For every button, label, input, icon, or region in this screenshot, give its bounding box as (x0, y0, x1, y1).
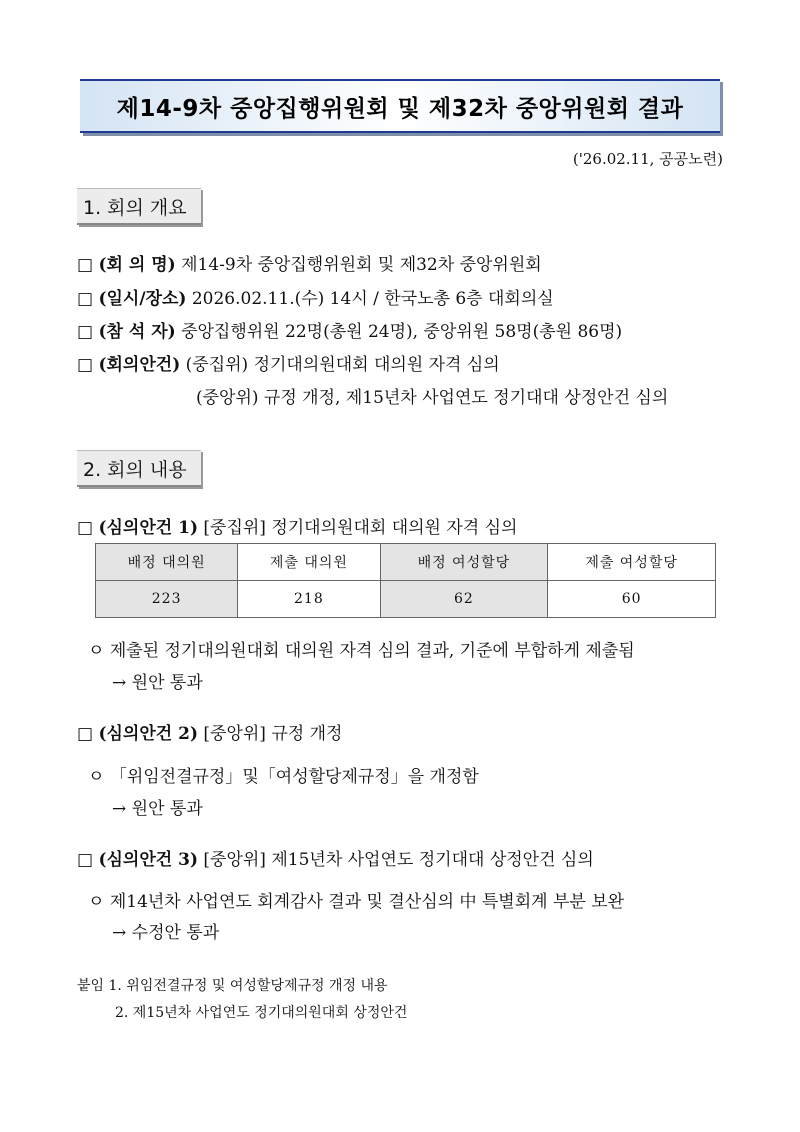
overview-attendees (77, 317, 622, 342)
table-header-row (96, 544, 716, 581)
document-title-box (80, 79, 720, 133)
table-cell: 223 (96, 581, 238, 618)
item-text: 제14-9차 중앙집행위원회 및 제32차 중앙위원회 (175, 255, 542, 275)
checkbox-icon: □ (77, 322, 94, 342)
table-row (96, 581, 716, 618)
checkbox-icon: □ (77, 850, 94, 870)
section-1-heading: 1. 회의 개요 (77, 188, 201, 225)
item-label: (심의안건 2) (98, 724, 198, 744)
table-header-cell: 배정 여성할당 (380, 544, 548, 581)
checkbox-icon: □ (77, 724, 94, 744)
agenda-2-heading (77, 719, 342, 744)
item-label: (참 석 자) (98, 322, 176, 342)
item-text: [중집위] 정기대의원대회 대의원 자격 심의 (198, 518, 518, 538)
item-text: (중집위) 정기대의원대회 대의원 자격 심의 (180, 355, 500, 375)
meeting-date-place: ('26.02.11, 공공노련) (572, 150, 723, 168)
table-cell: 62 (380, 581, 548, 618)
item-text: [중앙위] 제15년차 사업연도 정기대대 상정안건 심의 (198, 850, 594, 870)
checkbox-icon: □ (77, 518, 94, 538)
item-label: (회의안건) (98, 355, 181, 375)
table-header-cell: 제출 여성할당 (548, 544, 716, 581)
overview-datetime-place (77, 284, 554, 309)
attachment-line-2: 2. 제15년차 사업연도 정기대의원대회 상정안건 (115, 1005, 408, 1021)
agenda-2-result: ㅇ 「위임전결규정」및「여성할당제규정」을 개정함 (88, 767, 479, 787)
overview-agenda (77, 350, 500, 375)
agenda-3-heading (77, 845, 594, 870)
checkbox-icon: □ (77, 289, 94, 309)
table-cell: 218 (238, 581, 380, 618)
table-cell: 60 (548, 581, 716, 618)
overview-agenda-continued: (중앙위) 규정 개정, 제15년차 사업연도 정기대대 상정안건 심의 (196, 388, 669, 408)
table-header-cell: 제출 대의원 (238, 544, 380, 581)
item-label: (회 의 명) (98, 255, 176, 275)
agenda-2-outcome: → 원안 통과 (112, 799, 203, 819)
overview-meeting-name (77, 250, 542, 275)
agenda-1-result: ㅇ 제출된 정기대의원대회 대의원 자격 심의 결과, 기준에 부합하게 제출됨 (88, 641, 635, 661)
item-label: (심의안건 3) (98, 850, 198, 870)
item-text: 2026.02.11.(수) 14시 / 한국노총 6층 대회의실 (186, 289, 554, 309)
table-header-cell: 배정 대의원 (96, 544, 238, 581)
attachment-line-1: 붙임 1. 위임전결규정 및 여성할당제규정 개정 내용 (77, 978, 388, 994)
checkbox-icon: □ (77, 355, 94, 375)
document-title: 제14-9차 중앙집행위원회 및 제32차 중앙위원회 결과 (116, 95, 684, 122)
item-label: (일시/장소) (98, 289, 187, 309)
agenda-3-result: ㅇ 제14년차 사업연도 회계감사 결과 및 결산심의 中 특별회계 부분 보완 (88, 892, 625, 912)
item-text: [중앙위] 규정 개정 (198, 724, 343, 744)
agenda-1-outcome: → 원안 통과 (112, 673, 203, 693)
item-text: 중앙집행위원 22명(총원 24명), 중앙위원 58명(총원 86명) (175, 322, 623, 342)
checkbox-icon: □ (77, 255, 94, 275)
delegate-table (95, 543, 716, 618)
item-label: (심의안건 1) (98, 518, 198, 538)
agenda-1-heading (77, 513, 517, 538)
agenda-3-outcome: → 수정안 통과 (112, 923, 220, 943)
section-2-heading: 2. 회의 내용 (77, 450, 201, 487)
